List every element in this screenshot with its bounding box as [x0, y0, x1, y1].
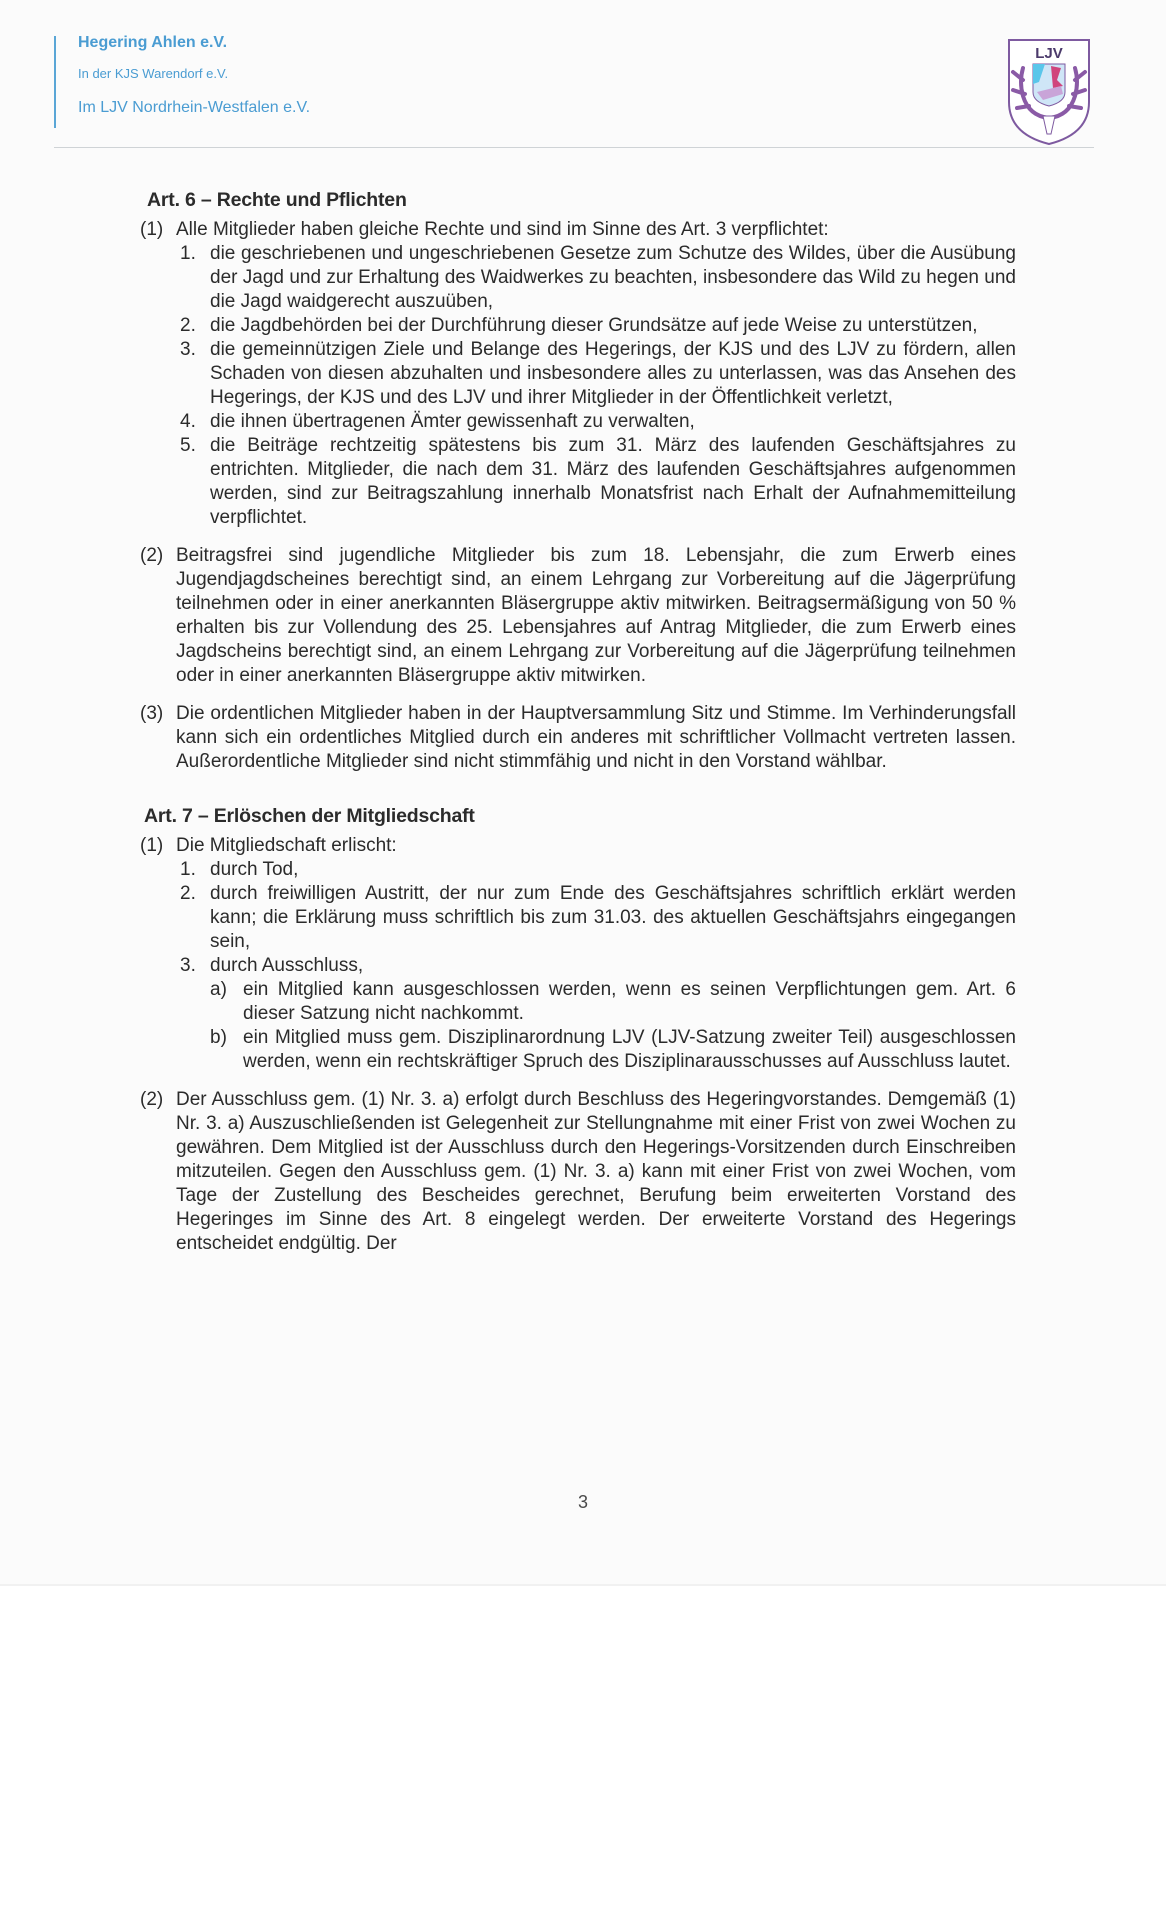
- list-item-number: 3.: [180, 955, 196, 976]
- list-item-number: 5.: [180, 435, 196, 456]
- list-item-number: 3.: [180, 339, 196, 360]
- list-item-text: durch freiwilligen Austritt, der nur zum Ende des Geschäftsjahres schriftlich erklärt werden kann; die Erklärung muss schriftlich bis zum 31.03. des aktuellen Geschäftsjahrs eingegangen sein,: [210, 883, 1016, 952]
- paragraph-text: Die ordentlichen Mitglieder haben in der Hauptversammlung Sitz und Stimme. Im Verhinderungsfall kann sich ein ordentliches Mitglied durch ein anderes mit schriftlicher Vollmacht vertreten lassen. Außerordentliche Mitglieder sind nicht stimmfähig und nicht in den Vorstand wählbar.: [176, 703, 1016, 772]
- letterhead-district: In der KJS Warendorf e.V.: [78, 66, 229, 81]
- article-7-paragraph-1: [140, 834, 1016, 1074]
- sub-item-text: ein Mitglied kann ausgeschlossen werden, wenn es seinen Verpflichtungen gem. Art. 6 dieser Satzung nicht nachkommt.: [243, 979, 1016, 1024]
- article-6-paragraph-2: [140, 544, 1016, 688]
- letterhead-organization: Hegering Ahlen e.V.: [78, 34, 228, 51]
- list-item-text: durch Ausschluss,: [210, 955, 364, 976]
- list-item-text: die gemeinnützigen Ziele und Belange des Hegerings, der KJS und des LJV zu fördern, allen Schaden von diesen abzuhalten und insbesondere alles zu unterlassen, was das Ansehen des Hegerings, der KJS und des LJV und ihrer Mitglieder in der Öffentlichkeit verletzt,: [210, 339, 1016, 408]
- list-item-number: 4.: [180, 411, 196, 432]
- sub-item-label: b): [210, 1027, 227, 1048]
- letterhead-state-association: Im LJV Nordrhein-Westfalen e.V.: [78, 99, 311, 116]
- list-item-number: 1.: [180, 243, 196, 264]
- article-7-paragraph-2: [140, 1088, 1016, 1256]
- paragraph-text: Der Ausschluss gem. (1) Nr. 3. a) erfolgt durch Beschluss des Hegeringvorstandes. Demgemäß (1) Nr. 3. a) Auszuschließenden ist Gelegenheit zur Stellungnahme mit einer Frist von zwei Wochen zu gewähren. Dem Mitglied ist der Ausschluss durch den Hegerings-Vorsitzenden durch Einschreiben mitzuteilen. Gegen den Ausschluss gem. (1) Nr. 3. a) kann mit einer Frist von zwei Wochen, vom Tage der Zustellung des Bescheides gerechnet, Berufung beim erweiterten Vorstand des Hegeringes im Sinne des Art. 8 eingelegt werden. Der erweiterte Vorstand des Hegerings entscheidet endgültig. Der: [176, 1089, 1016, 1254]
- list-item-number: 1.: [180, 859, 196, 880]
- letterhead-accent-bar: [54, 36, 56, 128]
- logo-text: LJV: [1035, 45, 1063, 62]
- page-number: 3: [577, 1492, 588, 1512]
- sub-list-item: [210, 978, 1016, 1026]
- sub-list-item: [210, 1026, 1016, 1074]
- sub-item-text: ein Mitglied muss gem. Disziplinarordnung LJV (LJV-Satzung zweiter Teil) ausgeschlossen werden, wenn ein rechtskräftiger Spruch des Disziplinarausschusses auf Ausschluss lautet.: [243, 1027, 1016, 1072]
- paragraph-number: (1): [140, 219, 164, 240]
- letterhead-divider: [54, 147, 1094, 148]
- list-item: [180, 314, 1016, 338]
- list-item: [180, 242, 1016, 314]
- paragraph-text: Beitragsfrei sind jugendliche Mitglieder bis zum 18. Lebensjahr, die zum Erwerb eines Jugendjagdscheines berechtigt sind, an einem Lehrgang zur Vorbereitung auf die Jägerprüfung teilnehmen oder in einer anerkannten Bläsergruppe aktiv mitwirken. Beitragsermäßigung von 50 % erhalten bis zur Vollendung des 25. Lebensjahres auf Antrag Mitglieder, die zum Erwerb eines Jagdscheins berechtigt sind, an einem Lehrgang zur Vorbereitung auf die Jägerprüfung teilnehmen oder in einer anerkannten Bläsergruppe aktiv mitwirken.: [176, 545, 1016, 686]
- paragraph-number: (1): [140, 835, 164, 856]
- paragraph-intro: Die Mitgliedschaft erlischt:: [176, 835, 397, 856]
- list-item: [180, 858, 1016, 882]
- list-item: [180, 410, 1016, 434]
- list-item-text: die Jagdbehörden bei der Durchführung dieser Grundsätze auf jede Weise zu unterstützen,: [210, 315, 978, 336]
- paragraph-number: (3): [140, 703, 164, 724]
- list-item-text: die geschriebenen und ungeschriebenen Gesetze zum Schutze des Wildes, über die Ausübung der Jagd und zur Erhaltung des Waidwerkes zu beachten, insbesondere das Wild zu hegen und die Jagd waidgerecht auszuüben,: [210, 243, 1016, 312]
- list-item-text: durch Tod,: [210, 859, 299, 880]
- paragraph-number: (2): [140, 1089, 164, 1110]
- list-item: [180, 954, 1016, 978]
- list-item-number: 2.: [180, 883, 196, 904]
- sub-item-label: a): [210, 979, 227, 1000]
- list-item-text: die ihnen übertragenen Ämter gewissenhaft zu verwalten,: [210, 411, 695, 432]
- list-item: [180, 882, 1016, 954]
- page-edge: [0, 1584, 1166, 1586]
- article-6-heading: Art. 6 – Rechte und Pflichten: [147, 189, 407, 211]
- list-item: [180, 338, 1016, 410]
- list-item: [180, 434, 1016, 530]
- document-body: [140, 188, 1016, 1270]
- paragraph-intro: Alle Mitglieder haben gleiche Rechte und sind im Sinne des Art. 3 verpflichtet:: [176, 219, 829, 240]
- article-6-paragraph-3: [140, 702, 1016, 774]
- list-item-number: 2.: [180, 315, 196, 336]
- list-item-text: die Beiträge rechtzeitig spätestens bis zum 31. März des laufenden Geschäftsjahres zu entrichten. Mitglieder, die nach dem 31. März des laufenden Geschäftsjahres aufgenommen werden, sind zur Beitragszahlung innerhalb Monatsfrist nach Erhalt der Aufnahmemitteilung verpflichtet.: [210, 435, 1016, 528]
- ljv-crest-logo-icon: [1003, 36, 1095, 148]
- article-7-heading: Art. 7 – Erlöschen der Mitgliedschaft: [144, 805, 475, 827]
- article-6-paragraph-1: [140, 218, 1016, 530]
- paragraph-number: (2): [140, 545, 164, 566]
